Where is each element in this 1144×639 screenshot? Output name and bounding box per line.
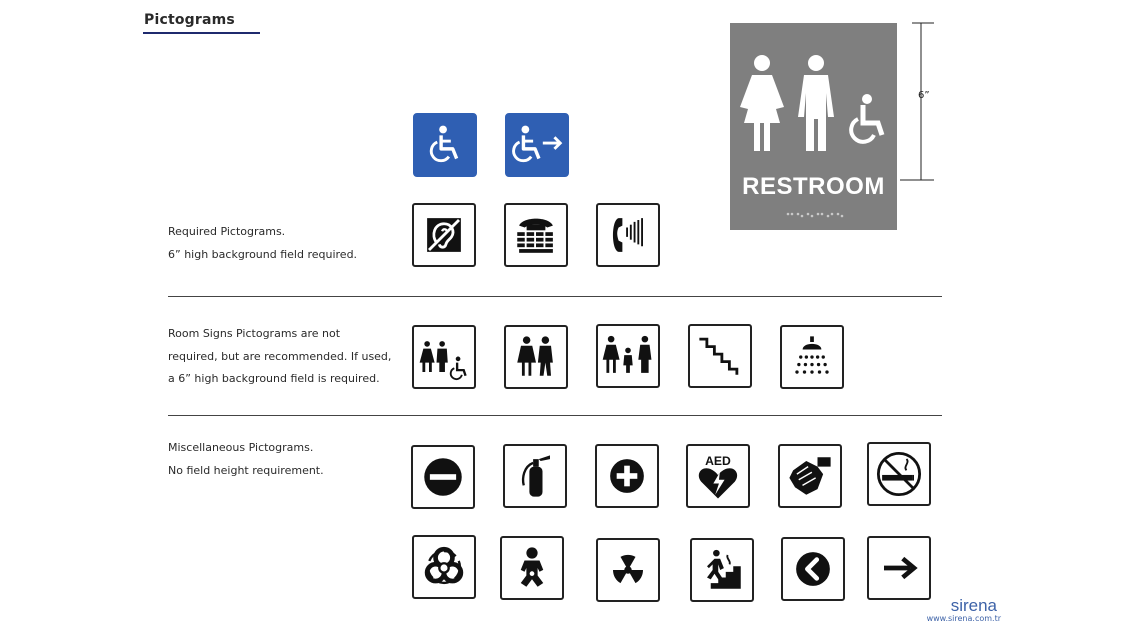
fire-extinguisher-icon — [503, 444, 567, 508]
height-dimension-marker — [900, 20, 940, 185]
restroom-accessible-icon — [412, 325, 476, 389]
room-line-1: Room Signs Pictograms are not — [168, 327, 341, 340]
hearing-loop-icon — [412, 203, 476, 267]
wash-hands-icon — [778, 444, 842, 508]
room-line-2: required, but are recommended. If used, — [168, 349, 392, 363]
misc-line-2: No field height requirement. — [168, 463, 324, 477]
right-arrow-icon — [867, 536, 931, 600]
required-line-2: 6” high background field required. — [168, 247, 358, 261]
restroom-sign — [730, 23, 897, 230]
sign-label: RESTROOM — [742, 173, 885, 200]
section-divider-1 — [168, 296, 942, 297]
volume-control-phone-icon — [596, 203, 660, 267]
height-dimension-label: 6” — [918, 90, 930, 101]
escape-stairs-icon — [690, 538, 754, 602]
brand-url: www.sirena.com.tr — [926, 614, 1001, 623]
aed-label: AED — [705, 453, 731, 468]
accessible-icon — [413, 113, 477, 177]
aed-icon — [686, 444, 750, 508]
page-title: Pictograms — [144, 12, 235, 28]
shower-icon — [780, 325, 844, 389]
unisex-restroom-icon — [504, 325, 568, 389]
no-smoking-icon — [867, 442, 931, 506]
biohazard-icon — [412, 535, 476, 599]
radiation-icon — [596, 538, 660, 602]
required-description — [168, 221, 357, 266]
misc-description — [168, 437, 324, 482]
tty-icon — [504, 203, 568, 267]
required-line-1: Required Pictograms. — [168, 225, 286, 238]
room-line-3: a 6” high background field is required. — [168, 372, 380, 385]
misc-line-1: Miscellaneous Pictograms. — [168, 441, 314, 454]
first-aid-icon — [595, 444, 659, 508]
back-arrow-icon — [781, 537, 845, 601]
stairs-icon — [688, 324, 752, 388]
title-underline — [143, 32, 260, 34]
family-restroom-icon — [596, 324, 660, 388]
no-entry-icon — [411, 445, 475, 509]
baby-changing-icon — [500, 536, 564, 600]
section-divider-2 — [168, 415, 942, 416]
accessible-direction-icon — [505, 113, 569, 177]
room-description — [168, 323, 391, 391]
brand-logo: sirena — [950, 596, 997, 615]
